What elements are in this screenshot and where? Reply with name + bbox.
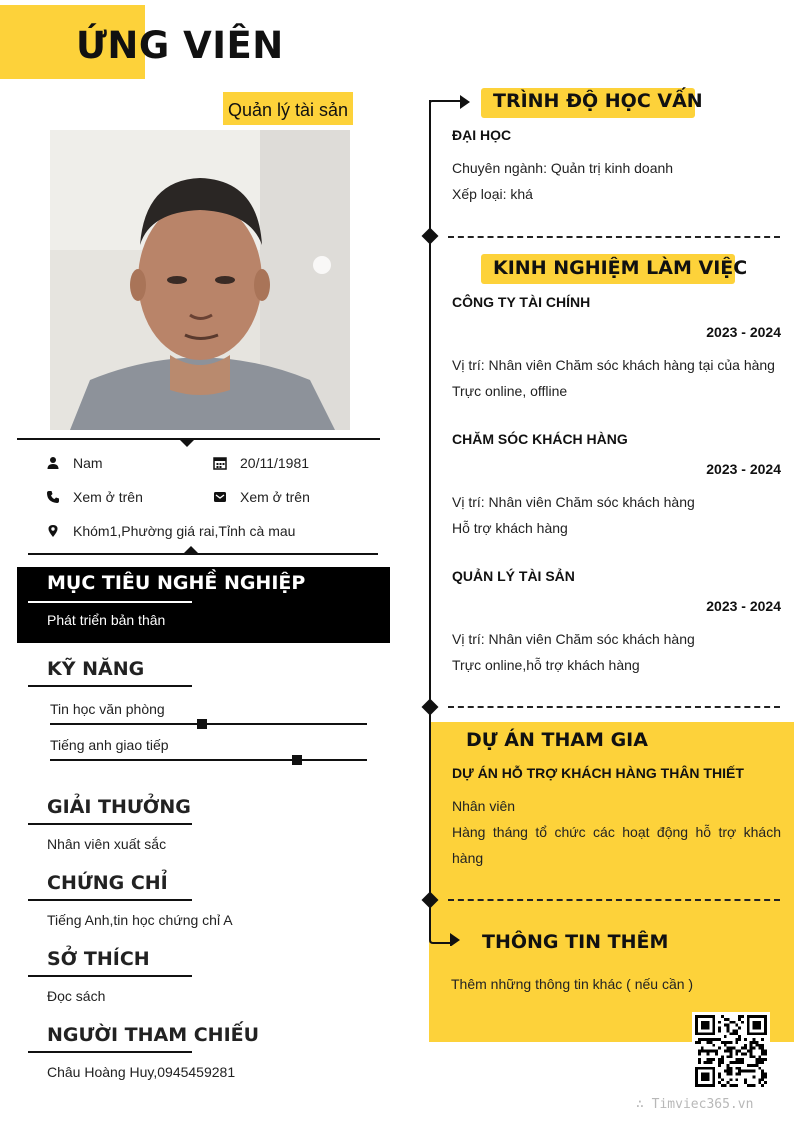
- skill-bar-2: [50, 759, 367, 761]
- extra-title: THÔNG TIN THÊM: [482, 931, 669, 953]
- timeline-marker: [422, 699, 439, 716]
- skill-level-marker-2: [292, 755, 302, 765]
- awards-underline: [28, 823, 192, 825]
- education-grade: Xếp loại: khá: [452, 186, 533, 202]
- exp-position-1: Vị trí: Nhân viên Chăm sóc khách hàng tại của hàng: [452, 357, 775, 373]
- project-role: Nhân viên: [452, 798, 516, 814]
- projects-title: DỰ ÁN THAM GIA: [466, 729, 648, 751]
- phone-icon: [46, 490, 60, 504]
- exp-years-2: 2023 - 2024: [706, 461, 781, 477]
- gender-row: [46, 455, 103, 471]
- extra-text: Thêm những thông tin khác ( nếu cần ): [451, 976, 694, 992]
- section-divider: [448, 236, 780, 238]
- awards-text: Nhân viên xuất sắc: [47, 836, 167, 852]
- section-divider: [448, 706, 780, 708]
- email-value: Xem ở trên: [240, 489, 310, 505]
- skill-bar-1: [50, 723, 367, 725]
- divider-triangle: [179, 439, 195, 447]
- references-title: NGƯỜI THAM CHIẾU: [47, 1024, 260, 1046]
- hobbies-title: SỞ THÍCH: [47, 948, 150, 970]
- timeline-marker: [422, 228, 439, 245]
- timeline-line: [429, 100, 431, 930]
- experience-title: KINH NGHIỆM LÀM VIỆC: [493, 257, 748, 279]
- phone-row: [46, 489, 143, 505]
- address-row: [46, 523, 295, 539]
- certificates-underline: [28, 899, 192, 901]
- certificates-text: Tiếng Anh,tin học chứng chỉ A: [47, 912, 233, 928]
- education-school: ĐẠI HỌC: [452, 127, 512, 143]
- certificates-title: CHỨNG CHỈ: [47, 872, 168, 894]
- project-desc-line-1: Hàng tháng tổ chức các hoạt động hỗ trợ khách: [452, 824, 781, 840]
- birthday-value: 20/11/1981: [240, 455, 310, 471]
- education-major: Chuyên ngành: Quản trị kinh doanh: [452, 160, 674, 176]
- calendar-icon: [213, 456, 227, 470]
- exp-company-1: CÔNG TY TÀI CHÍNH: [452, 294, 591, 310]
- arrow-right-icon: [428, 92, 472, 114]
- exp-desc-2: Hỗ trợ khách hàng: [452, 520, 568, 536]
- skill-name-2: Tiếng anh giao tiếp: [50, 737, 169, 753]
- exp-position-2: Vị trí: Nhân viên Chăm sóc khách hàng: [452, 494, 695, 510]
- exp-years-1: 2023 - 2024: [706, 324, 781, 340]
- skills-underline: [28, 685, 192, 687]
- skill-name-1: Tin học văn phòng: [50, 701, 165, 717]
- phone-value: Xem ở trên: [73, 489, 143, 505]
- arrow-right-icon: [428, 910, 464, 946]
- project-name: DỰ ÁN HỖ TRỢ KHÁCH HÀNG THÂN THIẾT: [452, 765, 744, 781]
- career-goal-title: MỤC TIÊU NGHỀ NGHIỆP: [47, 572, 306, 594]
- project-desc-line-2: hàng: [452, 850, 484, 866]
- hobbies-underline: [28, 975, 192, 977]
- user-icon: [46, 456, 60, 470]
- exp-desc-3: Trực online,hỗ trợ khách hàng: [452, 657, 640, 673]
- birthday-row: [213, 455, 309, 471]
- education-title: TRÌNH ĐỘ HỌC VẤN: [493, 90, 703, 112]
- references-underline: [28, 1051, 192, 1053]
- exp-company-3: QUẢN LÝ TÀI SẢN: [452, 568, 575, 584]
- job-title-badge: Quản lý tài sản: [223, 92, 353, 125]
- address-value: Khóm1,Phường giá rai,Tỉnh cà mau: [73, 523, 296, 539]
- references-text: Châu Hoàng Huy,0945459281: [47, 1064, 236, 1080]
- career-goal-underline: [28, 601, 192, 603]
- awards-title: GIẢI THƯỞNG: [47, 796, 191, 818]
- skill-level-marker-1: [197, 719, 207, 729]
- exp-desc-1: Trực online, offline: [452, 383, 568, 399]
- section-divider: [448, 899, 780, 901]
- career-goal-text: Phát triển bản thân: [47, 612, 166, 628]
- info-bottom-divider: [28, 553, 378, 555]
- qr-code: [692, 1012, 770, 1090]
- candidate-name: ỨNG VIÊN: [76, 24, 284, 67]
- email-icon: [213, 490, 227, 504]
- email-row: [213, 489, 310, 505]
- exp-years-3: 2023 - 2024: [706, 598, 781, 614]
- exp-position-3: Vị trí: Nhân viên Chăm sóc khách hàng: [452, 631, 695, 647]
- gender-value: Nam: [73, 455, 103, 471]
- watermark: ∴ Timviec365.vn: [636, 1097, 754, 1112]
- profile-photo: [50, 130, 350, 430]
- exp-company-2: CHĂM SÓC KHÁCH HÀNG: [452, 431, 628, 447]
- skills-title: KỸ NĂNG: [47, 658, 145, 680]
- location-icon: [46, 524, 60, 538]
- info-top-divider: [17, 438, 380, 440]
- hobbies-text: Đọc sách: [47, 988, 106, 1004]
